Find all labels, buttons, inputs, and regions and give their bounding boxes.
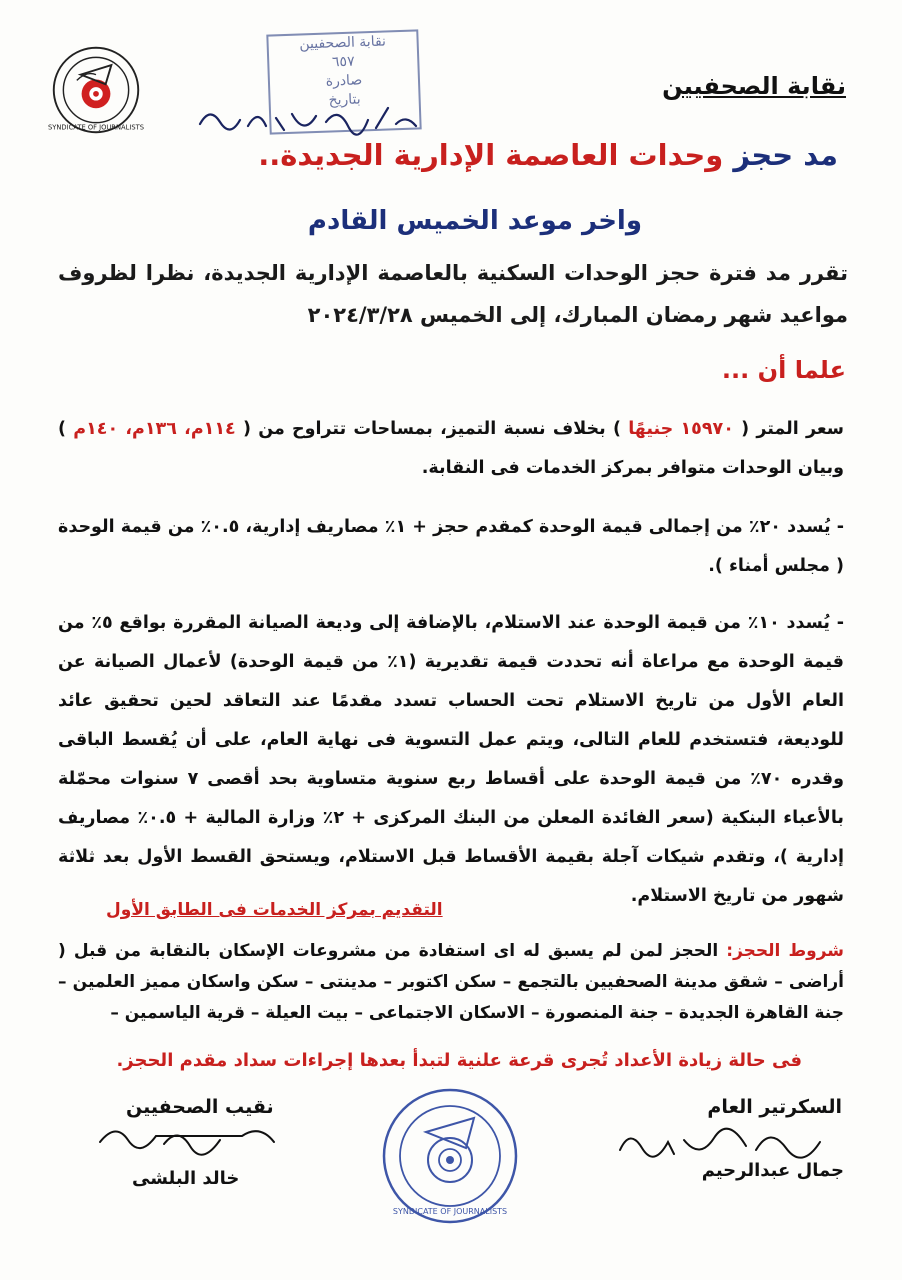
stamp-number: ٦٥٧: [331, 53, 355, 71]
syndicate-logo: [48, 42, 144, 138]
stamp-line: صادرة: [325, 72, 363, 90]
areas-value: ١١٤م، ١٣٦م، ١٤٠م: [73, 419, 236, 439]
organization-title: نقابة الصحفيين: [662, 72, 846, 100]
stamp-line: نقابة الصحفيين: [299, 33, 387, 53]
payment-clause-1: - يُسدد ٢٠٪ من إجمالى قيمة الوحدة كمقدم حجز + ١٪ مصاريف إدارية، ٠.٥٪ من قيمة الوحدة ( مجلس أمناء ).: [58, 517, 844, 576]
price-text: ) وبيان الوحدات متوافر بمركز الخدمات فى النقابة.: [58, 419, 844, 478]
notice-line: علما أن ...: [721, 356, 846, 384]
headline-highlight: وحدات العاصمة الإدارية الجديدة..: [258, 138, 724, 172]
conditions-text: الحجز لمن لم يسبق له اى استفادة من مشروعات الإسكان بالنقابة من قبل ( أراضى – شقق مدينة الصحفيين بالتجمع – سكن اكتوبر – مدينتى – سكن واسكان مميز العلمين – جنة القاهرة الجديدة – جنة المنصورة – الاسكان الاجتماعى – بيت العيلة – قرية الياسمين –: [58, 941, 844, 1023]
price-value: ١٥٩٧٠ جنيهًا: [628, 419, 734, 439]
secretary-general-name: جمال عبدالرحيم: [701, 1160, 844, 1181]
price-text: سعر المتر (: [733, 419, 844, 439]
headline-prefix: مد حجز: [723, 138, 838, 172]
lead-paragraph: تقرر مد فترة حجز الوحدات السكنية بالعاصمة الإدارية الجديدة، نظرا لظروف مواعيد شهر رمضان المبارك، إلى الخميس ٢٠٢٤/٣/٢٨: [58, 261, 848, 327]
secretary-general-title: السكرتير العام: [707, 1096, 842, 1118]
apply-location-note: التقديم بمركز الخدمات فى الطابق الأول: [106, 900, 443, 920]
svg-text:SYNDICATE OF JOURNALISTS: SYNDICATE OF JOURNALISTS: [392, 1207, 508, 1216]
syndicate-head-name: خالد البلشى: [132, 1168, 240, 1189]
syndicate-head-title: نقيب الصحفيين: [126, 1096, 274, 1118]
svg-text:SYNDICATE OF JOURNALISTS: SYNDICATE OF JOURNALISTS: [48, 123, 144, 132]
official-seal: [380, 1086, 520, 1226]
price-text: ) بخلاف نسبة التميز، بمساحات تتراوح من (: [235, 419, 629, 439]
conditions-label: شروط الحجز:: [726, 941, 844, 961]
syndicate-head-signature: [92, 1116, 282, 1160]
stamp-line: بتاريخ: [328, 91, 361, 109]
payment-clause-2: - يُسدد ١٠٪ من قيمة الوحدة عند الاستلام، بالإضافة إلى وديعة الصيانة المقررة بواقع ٥٪ من قيمة الوحدة مع مراعاة أنه تحددت قيمة تقديرية (١٪ من قيمة الوحدة) لأعمال الصيانة عن العام الأول من تاريخ الاستلام تحت الحساب تسدد مقدمًا عند التعاقد لحين تحقيق عائد للوديعة، فتستخدم للعام التالى، ويتم عمل التسوية فى نهاية العام، على أن يُقسط الباقى وقدره ٧٠٪ من قيمة الوحدة على أقساط ربع سنوية متساوية بحد أقصى ٧ سنوات محمّلة بالأعباء البنكية (سعر الفائدة المعلن من البنك المركزى + ٢٪ وزارة المالية + ٠.٥٪ مصاريف إدارية )، وتقدم شيكات آجلة بقيمة الأقساط قبل الاستلام، ويستحق القسط الأول بعد ثلاثة شهور من تاريخ الاستلام.: [58, 613, 844, 906]
headline: [258, 138, 838, 172]
booking-conditions: [58, 936, 844, 1029]
headline-subtitle: واخر موعد الخميس القادم: [307, 206, 642, 236]
price-paragraph: [58, 410, 844, 488]
lottery-note: فى حالة زيادة الأعداد تُجرى قرعة علنية لتبدأ بعدها إجراءات سداد مقدم الحجز.: [116, 1050, 802, 1071]
